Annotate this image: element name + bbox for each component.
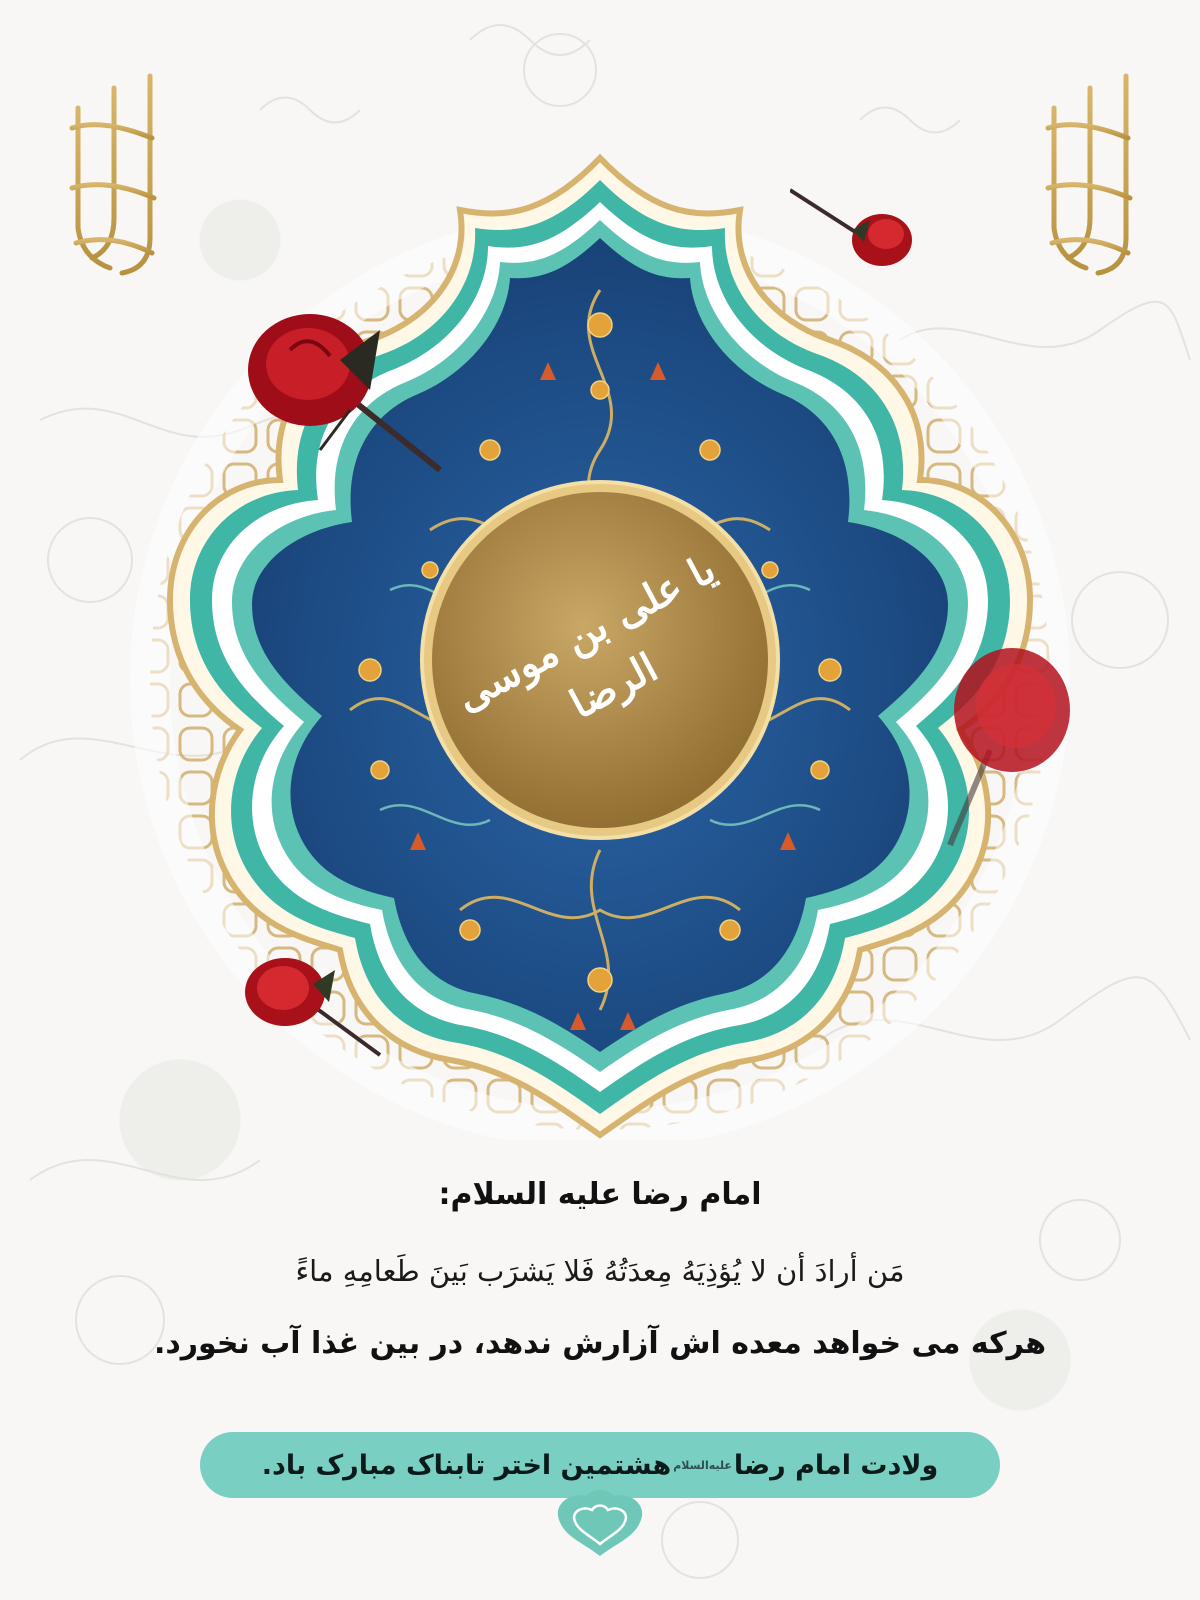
rose-top-left bbox=[230, 300, 450, 480]
bottom-ornament bbox=[552, 1486, 648, 1558]
banner-text-part1: ولادت امام رضا bbox=[733, 1449, 939, 1481]
salutation-mark: علیه‌السلام bbox=[673, 1458, 732, 1472]
rose-bottom-left bbox=[235, 950, 385, 1060]
speaker-title: امام رضا علیه السلام: bbox=[438, 1177, 762, 1212]
medallion-calligraphy bbox=[430, 545, 770, 760]
medallion-calligraphy-text: یا علی بن موسی الرضا bbox=[448, 545, 724, 729]
rose-top-right bbox=[790, 180, 920, 280]
caption-block bbox=[0, 1170, 1200, 1372]
rose-right-blurred bbox=[930, 640, 1080, 850]
persian-translation: هرکه می خواهد معده اش آزارش ندهد، در بین غذا آب نخورد. bbox=[153, 1326, 1047, 1361]
arabic-hadith: مَن أرادَ أن لا یُؤذِیَهُ مِعدَتُهُ فَلا یَشرَب بَینَ طَعامِهِ ماءً bbox=[295, 1254, 905, 1288]
banner-text-part2: هشتمین اختر تابناک مبارک باد. bbox=[261, 1449, 672, 1481]
